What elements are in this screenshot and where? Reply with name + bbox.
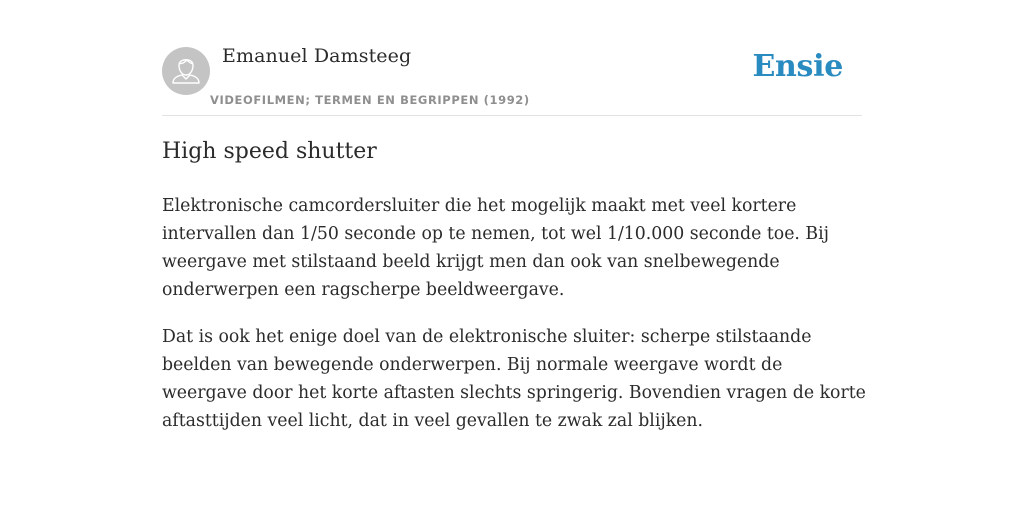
author-name[interactable]: Emanuel Damsteeg: [222, 45, 412, 67]
user-avatar-icon: [162, 47, 210, 95]
article-body: [162, 192, 867, 454]
article-paragraph: Elektronische camcordersluiter die het mogelijk maakt met veel kortere intervallen dan 1/50 seconde op te nemen, tot wel 1/10.000 seconde toe. Bij weergave met stilstaand beeld krijgt men dan ook van snelbewegende onderwerpen een ragscherpe beeldweergave.: [162, 196, 829, 300]
ensie-logo[interactable]: Ensie: [752, 49, 843, 84]
source-title[interactable]: VIDEOFILMEN; TERMEN EN BEGRIPPEN (1992): [210, 93, 530, 107]
article-paragraph: Dat is ook het enige doel van de elektronische sluiter: scherpe stilstaande beelden van bewegende onderwerpen. Bij normale weergave wordt de weergave door het korte aftasten slechts springerig. Bovendien vragen de korte aftasttijden veel licht, dat in veel gevallen te zwak zal blijken.: [162, 327, 866, 431]
article-header: [162, 44, 862, 116]
author-avatar[interactable]: [162, 47, 210, 95]
article-title: High speed shutter: [162, 139, 377, 164]
